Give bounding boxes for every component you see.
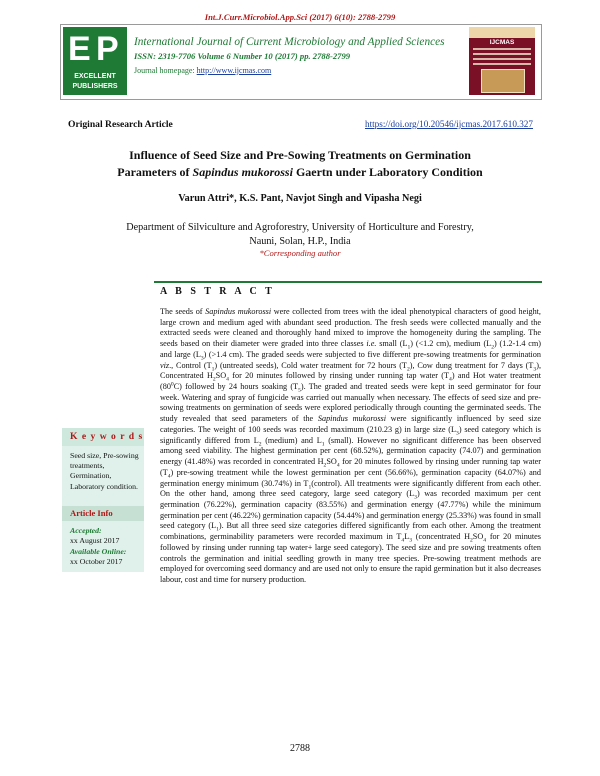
article-title: [40, 147, 560, 180]
abstract-divider: [154, 281, 542, 283]
abstract-text: The seeds of Sapindus mukorossi were collected from trees with the ideal phenotypical characters of good height, large crown and medium aged with abundant seed production. The fresh seeds were collected manually and the extracted seeds were cleaned and thoroughly hand mixed to improve the homogeneity during the sampling. The seeds based on their diameter were graded into three classes i.e. small $(L_1)$ (<1.2 cm), medium $(L_2)$ (1.2-1.4 cm) and large $(L_3)$ (>1.4 cm). The graded seeds were subjected to five different pre-sowing treatments for germination viz., Control $(T_1)$ (untreated seeds), Cold water treatment for 72 hours $(T_2)$, Cow dung treatment for 7 days $(T_3)$, Concentrated $H_2SO_4$ for 20 minutes followed by rinsing under running tap water $(T_4)$ and Hot water treatment $(80^0C)$ followed by 24 hours soaking $(T_5)$. The graded and treated seeds were kept in seed germinator for four week. Watering and spray of fungicide was carried out manually when necessary. The effects of seed size and pre-sowing treatments on germination of seeds were explored periodically through counting the germinated seeds. The study revealed that seed parameters of the Sapindus mukorossi were significantly influenced by seed size categories. The weight of 100 seeds was recorded maximum (210.23 g) in large size $(L_3)$ seed category which is significantly differed from $L_2$ (medium) and $L_1$ (small). However no significant difference has been observed among seed viability. The highest germination per cent (68.52%), germination capacity (74.07) and germination energy (41.48%) was recorded in concentrated $H_2SO_4$ for 20 minutes followed by rinsing under running tap water $(T_4)$ pre-sowing treatment while the lowest germination per cent (56.66%), germination capacity (64.07%) and germination energy minimum (30.74%) in $T_1(control)$. All treatments were significantly different from each other. On the other hand, among three seed category, large seed category $(L_3)$ was recorded maximum per cent germination (76.22%), germination capacity (83.55%) and germination energy (47.77%) while the minimum germination per cent (46.22%) germination capacity (54.44%) and germination energy (25.33%) was found in small seed category $(L_1)$. But all three seed size categories differed significantly from each other. Among the treatment combinations, germinability parameters were recorded maximum in $T_4L_3$ (concentrated $H_2SO_4$ for 20 minutes followed by rinsing under running tap water+ large seed category). The seed size and pre sowing treatments often controls the germination and initial seedling growth in many tree species. Pre-sowing treatment methods are employed for overcoming seed dormancy and are used not only to ensure the rapid germination but it also decreases labour, cost and time for nursery production.: [160, 307, 542, 584]
title-species: Sapindus mukorossi: [192, 164, 293, 179]
keywords-list: Seed size, Pre-sowing treatments, Germination, Laboratory condition.: [70, 451, 139, 491]
logo-letter-p: P: [96, 30, 119, 68]
journal-cover-thumbnail: [469, 27, 535, 95]
accepted-date: xx August 2017: [70, 536, 120, 545]
corresponding-author-note: *Corresponding author: [259, 248, 341, 258]
affiliation-line-1: Department of Silviculture and Agroforestry, University of Horticulture and Forestry,: [126, 222, 474, 233]
available-online-label: Available Online:: [70, 547, 127, 556]
title-line-2-suffix: Gaertn under Laboratory Condition: [292, 164, 483, 179]
cover-image: [481, 69, 525, 93]
issn-volume-line: ISSN: 2319-7706 Volume 6 Number 10 (2017) pp. 2788-2799: [134, 51, 351, 61]
publisher-logo: [63, 27, 127, 95]
keywords-heading: K e y w o r d s: [70, 431, 144, 442]
journal-citation-header: Int.J.Curr.Microbiol.App.Sci (2017) 6(10): 2788-2799: [204, 12, 396, 22]
journal-homepage: [134, 66, 464, 75]
cover-top-band: [469, 27, 535, 38]
affiliation: [60, 221, 540, 248]
cover-journal-name: IJCMAS: [489, 39, 515, 46]
cover-text-lines: [473, 48, 531, 66]
logo-text-line1: EXCELLENT: [74, 73, 116, 80]
logo-letter-e: E: [68, 30, 91, 68]
logo-text-line2: PUBLISHERS: [72, 83, 118, 90]
article-info-heading: Article Info: [70, 508, 113, 518]
abstract-heading: A B S T R A C T: [160, 286, 275, 297]
title-line-2-prefix: Parameters of: [117, 164, 193, 179]
title-line-1: Influence of Seed Size and Pre-Sowing Treatments on Germination: [129, 148, 471, 162]
homepage-link[interactable]: http://www.ijcmas.com: [196, 66, 272, 75]
doi-link[interactable]: https://doi.org/10.20546/ijcmas.2017.610.327: [364, 119, 533, 129]
journal-title: International Journal of Current Microbiology and Applied Sciences: [134, 36, 445, 48]
available-online-date: xx October 2017: [70, 557, 123, 566]
homepage-label: Journal homepage:: [134, 66, 197, 75]
author-list: Varun Attri*, K.S. Pant, Navjot Singh and Vipasha Negi: [178, 193, 422, 204]
page-number: 2788: [290, 743, 310, 754]
article-type: Original Research Article: [68, 119, 173, 130]
accepted-label: Accepted:: [70, 526, 102, 535]
affiliation-line-2: Nauni, Solan, H.P., India: [249, 235, 351, 247]
